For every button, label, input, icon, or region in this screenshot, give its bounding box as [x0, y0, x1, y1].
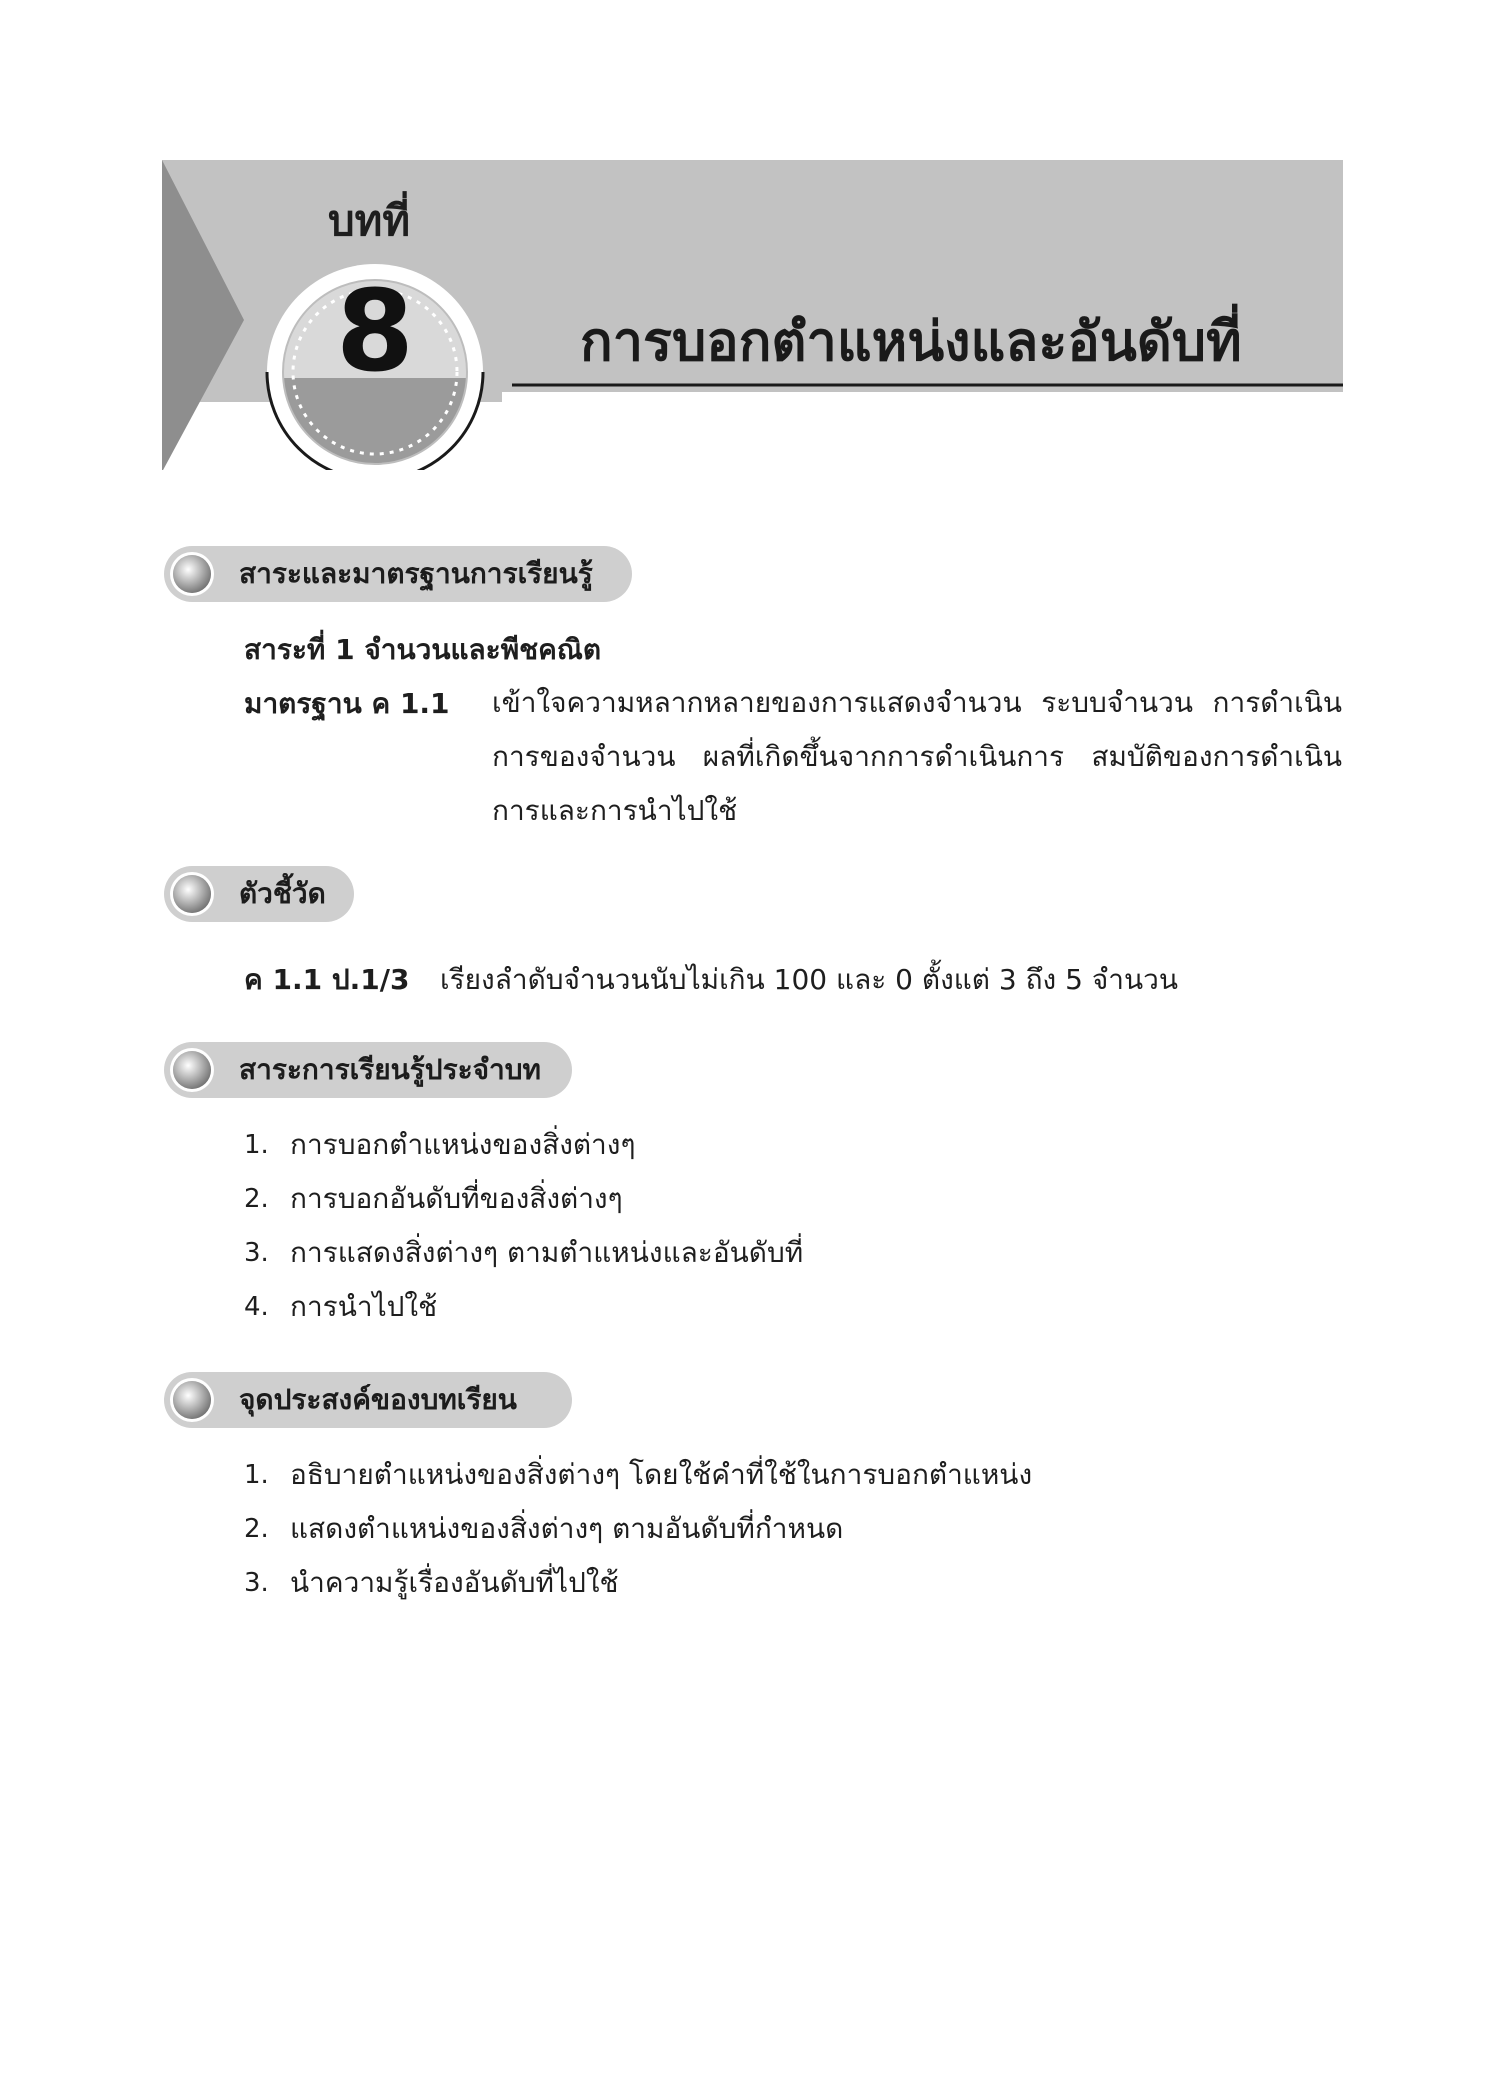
- content-list: [244, 1118, 803, 1334]
- list-item-number: 4.: [244, 1292, 269, 1322]
- bullet-icon: [173, 555, 211, 593]
- bullet-icon: [173, 875, 211, 913]
- chapter-label: บทที่: [328, 196, 411, 245]
- list-item-number: 1.: [244, 1460, 269, 1490]
- section-heading-text: สาระและมาตรฐานการเรียนรู้: [239, 557, 593, 590]
- list-item: [244, 1556, 1032, 1610]
- chapter-number: 8: [336, 267, 414, 397]
- list-item-text: นำความรู้เรื่องอันดับที่ไปใช้: [290, 1566, 619, 1599]
- section-heading-text: จุดประสงค์ของบทเรียน: [239, 1383, 517, 1416]
- list-item-number: 3.: [244, 1568, 269, 1598]
- chapter-title: การบอกตำแหน่งและอันดับที่: [580, 310, 1242, 373]
- list-item: [244, 1226, 803, 1280]
- list-item-number: 1.: [244, 1130, 269, 1160]
- list-item-text: แสดงตำแหน่งของสิ่งต่างๆ ตามอันดับที่กำหนด: [290, 1512, 844, 1545]
- section-heading-text: ตัวชี้วัด: [239, 877, 326, 910]
- standard-text: เข้าใจความหลากหลายของการแสดงจำนวน ระบบจำนวน การดำเนินการของจำนวน ผลที่เกิดขึ้นจากการดำเนินการ สมบัติของการดำเนินการและการนำไปใช้: [492, 686, 1342, 827]
- list-item: [244, 1448, 1032, 1502]
- list-item-number: 3.: [244, 1238, 269, 1268]
- list-item: [244, 1172, 803, 1226]
- standard-code: มาตรฐาน ค 1.1: [244, 687, 450, 720]
- list-item: [244, 1280, 803, 1334]
- list-item: [244, 1118, 803, 1172]
- list-item-number: 2.: [244, 1184, 269, 1214]
- list-item-text: อธิบายตำแหน่งของสิ่งต่างๆ โดยใช้คำที่ใช้ในการบอกตำแหน่ง: [290, 1458, 1033, 1491]
- bullet-icon: [173, 1051, 211, 1089]
- list-item-text: การบอกอันดับที่ของสิ่งต่างๆ: [290, 1182, 623, 1215]
- bullet-icon: [173, 1381, 211, 1419]
- section-heading-content: [164, 1042, 572, 1098]
- objectives-list: [244, 1448, 1032, 1610]
- section-heading-text: สาระการเรียนรู้ประจำบท: [239, 1053, 542, 1086]
- strand-label: สาระที่ 1 จำนวนและพีชคณิต: [244, 633, 602, 666]
- list-item-text: การบอกตำแหน่งของสิ่งต่างๆ: [290, 1128, 636, 1161]
- list-item-text: การแสดงสิ่งต่างๆ ตามตำแหน่งและอันดับที่: [290, 1236, 804, 1269]
- indicator-text: เรียงลำดับจำนวนนับไม่เกิน 100 และ 0 ตั้งแต่ 3 ถึง 5 จำนวน: [440, 963, 1178, 996]
- indicator-code: ค 1.1 ป.1/3: [244, 963, 410, 996]
- list-item-text: การนำไปใช้: [290, 1290, 438, 1323]
- list-item: [244, 1502, 1032, 1556]
- section-heading-indicators: [164, 866, 354, 922]
- section-heading-standards: [164, 546, 632, 602]
- list-item-number: 2.: [244, 1514, 269, 1544]
- section-heading-objectives: [164, 1372, 572, 1428]
